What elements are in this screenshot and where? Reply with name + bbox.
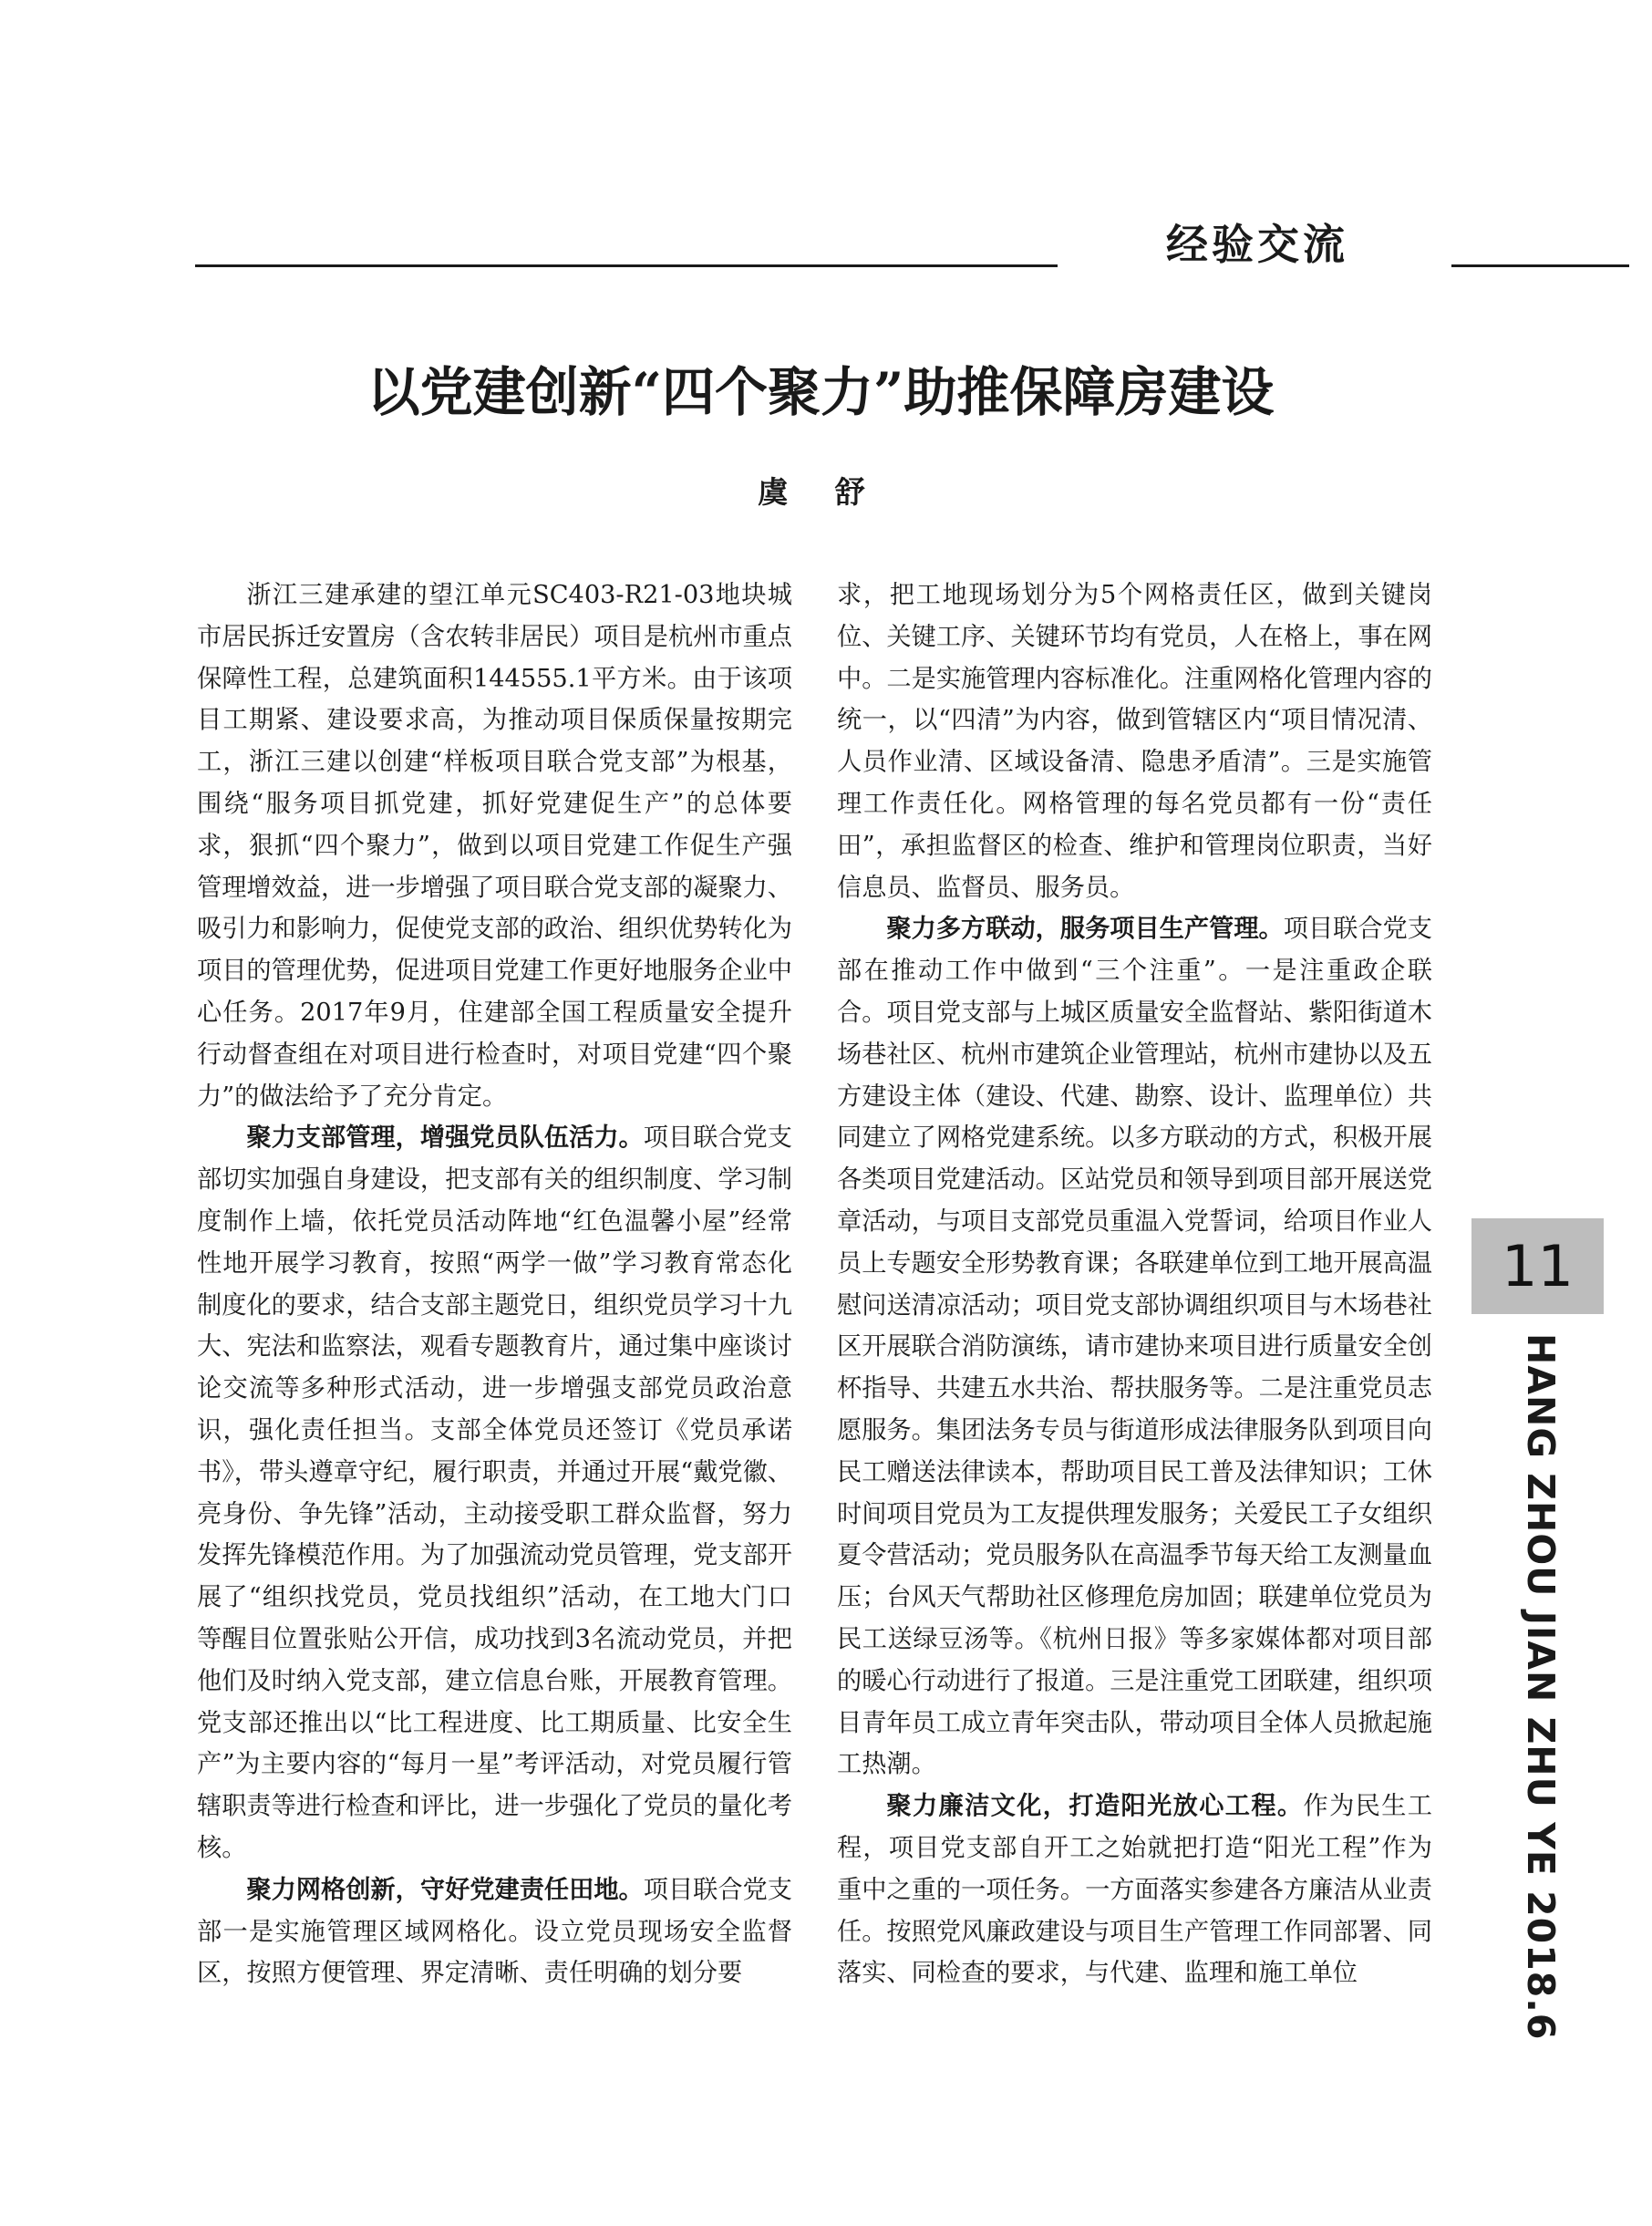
right-column <box>837 575 1432 1994</box>
page-number-tab <box>1471 1218 1604 1314</box>
section-label: 经验交流 <box>1166 220 1348 269</box>
paragraph-lead: 聚力支部管理，增强党员队伍活力。 <box>246 1123 644 1153</box>
paragraph <box>197 575 792 1117</box>
paragraph-text: 项目联合党支部在推动工作中做到“三个注重”。一是注重政企联合。项目党支部与上城区质量安全监督站、紫阳街道木场巷社区、杭州市建筑企业管理站，杭州市建协以及五方建设主体（建设、代建、勘察、设计、监理单位）共同建立了网格党建系统。以多方联动的方式，积极开展各类项目党建活动。区站党员和领导到项目部开展送党章活动，与项目支部党员重温入党誓词，给项目作业人员上专题安全形势教育课；各联建单位到工地开展高温慰问送清凉活动；项目党支部协调组织项目与木场巷社区开展联合消防演练，请市建协来项目进行质量安全创杯指导、共建五水共治、帮扶服务等。二是注重党员志愿服务。集团法务专员与街道形成法律服务队到项目向民工赠送法律读本，帮助项目民工普及法律知识；工休时间项目党员为工友提供理发服务；关爱民工子女组织夏令营活动；党员服务队在高温季节每天给工友测量血压；台风天气帮助社区修理危房加固；联建单位党员为民工送绿豆汤等。《杭州日报》等多家媒体都对项目部的暖心行动进行了报道。三是注重党工团联建，组织项目青年员工成立青年突击队，带动项目全体人员掀起施工热潮。 <box>837 915 1432 1779</box>
section-header <box>195 219 1446 270</box>
paragraph <box>837 908 1432 1786</box>
paragraph-text: 项目联合党支部一是实施管理区域网格化。设立党员现场安全监督区，按照方便管理、界定清晰、责任明确的划分要 <box>197 1875 792 1988</box>
article-author: 虞 舒 <box>758 474 883 510</box>
paragraph-lead: 聚力廉洁文化，打造阳光放心工程。 <box>886 1792 1304 1821</box>
page-number: 11 <box>1502 1233 1574 1299</box>
journal-name-vertical: HANG ZHOU JIAN ZHU YE 2018.6 <box>1519 1333 1563 2041</box>
paragraph <box>197 1869 792 1994</box>
header-rule-left <box>195 264 1058 267</box>
paragraph-text: 项目联合党支部切实加强自身建设，把支部有关的组织制度、学习制度制作上墙，依托党员活动阵地“红色温馨小屋”经常性地开展学习教育，按照“两学一做”学习教育常态化制度化的要求，结合支部主题党日，组织党员学习十九大、宪法和监察法，观看专题教育片，通过集中座谈讨论交流等多种形式活动，进一步增强支部党员政治意识，强化责任担当。支部全体党员还签订《党员承诺书》，带头遵章守纪，履行职责，并通过开展“戴党徽、亮身份、争先锋”活动，主动接受职工群众监督，努力发挥先锋模范作用。为了加强流动党员管理，党支部开展了“组织找党员，党员找组织”活动，在工地大门口等醒目位置张贴公开信，成功找到3名流动党员，并把他们及时纳入党支部，建立信息台账，开展教育管理。党支部还推出以“比工程进度、比工期质量、比安全生产”为主要内容的“每月一星”考评活动，对党员履行管辖职责等进行检查和评比，进一步强化了党员的量化考核。 <box>197 1123 792 1862</box>
paragraph-lead: 聚力多方联动，服务项目生产管理。 <box>886 915 1284 944</box>
paragraph-text: 作为民生工程，项目党支部自开工之始就把打造“阳光工程”作为重中之重的一项任务。一方面落实参建各方廉洁从业责任。按照党风廉政建设与项目生产管理工作同部署、同落实、同检查的要求，与代建、监理和施工单位 <box>837 1792 1432 1988</box>
paragraph-text: 浙江三建承建的望江单元SC403-R21-03地块城市居民拆迁安置房（含农转非居民）项目是杭州市重点保障性工程，总建筑面积144555.1平方米。由于该项目工期紧、建设要求高，为推动项目保质保量按期完工，浙江三建以创建“样板项目联合党支部”为根基，围绕“服务项目抓党建，抓好党建促生产”的总体要求，狠抓“四个聚力”，做到以项目党建工作促生产强管理增效益，进一步增强了项目联合党支部的凝聚力、吸引力和影响力，促使党支部的政治、组织优势转化为项目的管理优势，促进项目党建工作更好地服务企业中心任务。2017年9月，住建部全国工程质量安全提升行动督查组在对项目进行检查时，对项目党建“四个聚力”的做法给予了充分肯定。 <box>197 581 792 1111</box>
paragraph <box>197 1117 792 1869</box>
article-title: 以党建创新“四个聚力”助推保障房建设 <box>367 361 1275 423</box>
paragraph-lead: 聚力网格创新，守好党建责任田地。 <box>246 1875 644 1904</box>
paragraph-continued <box>837 575 1432 908</box>
header-rule-right <box>1451 264 1629 267</box>
paragraph-text: 求，把工地现场划分为5个网格责任区，做到关键岗位、关键工序、关键环节均有党员，人在格上，事在网中。二是实施管理内容标准化。注重网格化管理内容的统一，以“四清”为内容，做到管辖区内“项目情况清、人员作业清、区域设备清、隐患矛盾清”。三是实施管理工作责任化。网格管理的每名党员都有一份“责任田”，承担监督区的检查、维护和管理岗位职责，当好信息员、监督员、服务员。 <box>837 581 1432 902</box>
paragraph <box>837 1786 1432 1994</box>
left-column <box>197 575 792 1994</box>
